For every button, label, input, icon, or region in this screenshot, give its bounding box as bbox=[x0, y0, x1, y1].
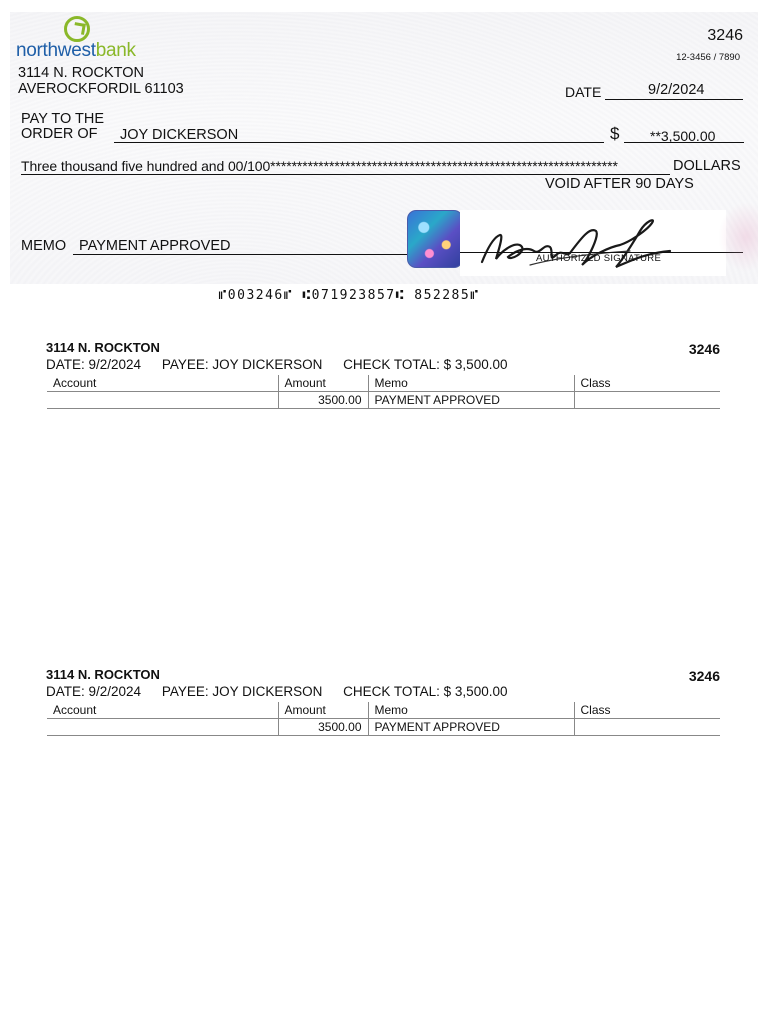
stub-company: 3114 N. ROCKTON bbox=[46, 340, 160, 355]
col-account: Account bbox=[47, 375, 278, 392]
stub-check-total: CHECK TOTAL: $ 3,500.00 bbox=[343, 684, 508, 699]
col-memo: Memo bbox=[368, 702, 574, 719]
stub-table bbox=[47, 375, 720, 409]
check-date: 9/2/2024 bbox=[648, 82, 705, 98]
cell-account bbox=[47, 392, 278, 409]
check-number: 3246 bbox=[707, 27, 743, 44]
pay-to-label-line1: PAY TO THE bbox=[21, 111, 105, 127]
cell-amount: 3500.00 bbox=[278, 719, 368, 736]
stub-table-header bbox=[47, 702, 720, 719]
col-class: Class bbox=[574, 702, 720, 719]
date-label: DATE bbox=[565, 84, 602, 100]
check-amount: **3,500.00 bbox=[650, 128, 716, 144]
stub-check-number: 3246 bbox=[688, 668, 720, 684]
bank-logo bbox=[16, 12, 146, 66]
cell-amount: 3500.00 bbox=[278, 392, 368, 409]
bank-name-part1: northwest bbox=[16, 40, 96, 61]
col-amount: Amount bbox=[278, 702, 368, 719]
stub-date: DATE: 9/2/2024 bbox=[46, 357, 142, 372]
security-hologram-icon bbox=[407, 210, 463, 268]
stub-info bbox=[46, 357, 524, 372]
col-account: Account bbox=[47, 702, 278, 719]
stub-table-header bbox=[47, 375, 720, 392]
dollars-label: DOLLARS bbox=[673, 158, 741, 174]
payer-address-line2: AVEROCKFORDIL 61103 bbox=[18, 81, 184, 97]
check-stub bbox=[46, 667, 720, 747]
stub-payee: PAYEE: JOY DICKERSON bbox=[161, 357, 323, 372]
pay-to-label-line2: ORDER OF bbox=[21, 125, 98, 142]
logo-ring-icon bbox=[64, 16, 90, 42]
stub-company: 3114 N. ROCKTON bbox=[46, 667, 160, 682]
signature-icon bbox=[470, 207, 700, 277]
stub-date: DATE: 9/2/2024 bbox=[46, 684, 142, 699]
stub-info bbox=[46, 684, 524, 699]
payer-address-line1: 3114 N. ROCKTON bbox=[18, 65, 144, 81]
bank-name-part2: bank bbox=[95, 40, 136, 61]
col-memo: Memo bbox=[368, 375, 574, 392]
check-stub bbox=[46, 340, 720, 420]
cell-account bbox=[47, 719, 278, 736]
table-row bbox=[47, 392, 720, 409]
amount-words-line bbox=[21, 174, 670, 175]
amount-words: Three thousand five hundred and 00/100***************************************************************** bbox=[21, 158, 618, 174]
cell-class bbox=[574, 719, 720, 736]
pay-to-label bbox=[21, 112, 104, 141]
micr-line: ⑈003246⑈ ⑆071923857⑆ 852285⑈ bbox=[218, 288, 480, 303]
check bbox=[10, 12, 758, 284]
memo-line bbox=[73, 254, 423, 255]
bank-name bbox=[16, 40, 136, 62]
stub-check-total: CHECK TOTAL: $ 3,500.00 bbox=[343, 357, 508, 372]
cell-memo: PAYMENT APPROVED bbox=[368, 392, 574, 409]
stub-payee: PAYEE: JOY DICKERSON bbox=[161, 684, 323, 699]
signature-label: AUTHORIZED SIGNATURE bbox=[536, 253, 662, 264]
routing-fraction: 12-3456 / 7890 bbox=[676, 52, 740, 63]
cell-memo: PAYMENT APPROVED bbox=[368, 719, 574, 736]
table-row bbox=[47, 719, 720, 736]
stub-check-number: 3246 bbox=[688, 341, 720, 357]
payee-name: JOY DICKERSON bbox=[120, 127, 239, 143]
date-line bbox=[605, 99, 743, 100]
cell-class bbox=[574, 392, 720, 409]
void-notice: VOID AFTER 90 DAYS bbox=[545, 176, 694, 192]
memo-value: PAYMENT APPROVED bbox=[79, 238, 231, 254]
stub-table bbox=[47, 702, 720, 736]
col-class: Class bbox=[574, 375, 720, 392]
dollar-sign: $ bbox=[610, 124, 620, 143]
memo-label: MEMO bbox=[21, 238, 67, 254]
col-amount: Amount bbox=[278, 375, 368, 392]
